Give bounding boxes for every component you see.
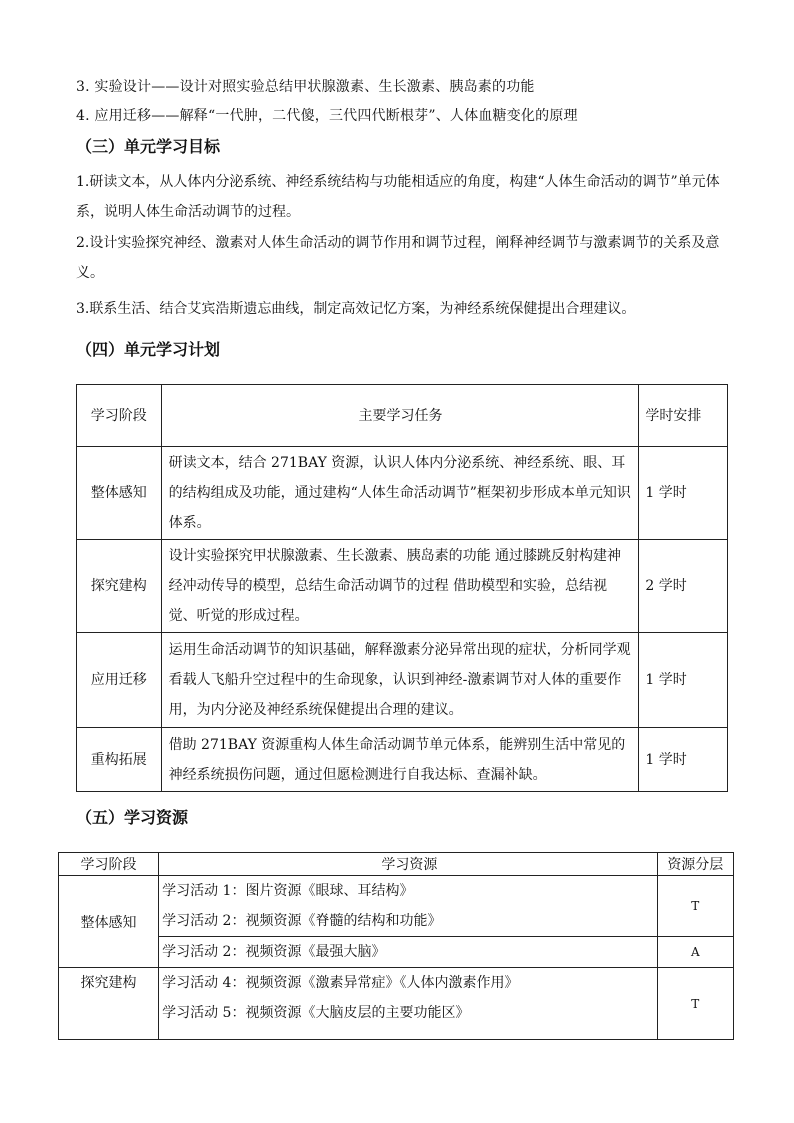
resources-cell [159,876,658,937]
resource-activity: 学习活动 1：图片资源《眼球、耳结构》 [162,883,414,899]
plan-stage: 整体感知 [77,447,162,540]
plan-task: 借助 271BAY 资源重构人体生命活动调节单元体系，能辨别生活中常见的神经系统损伤问题，通过但愿检测进行自我达标、查漏补缺。 [161,728,639,792]
goal-2: 2.设计实验探究神经、激素对人体生命活动的调节作用和调节过程，阐释神经调节与激素调节的关系及意义。 [76,235,720,281]
resources-row [59,968,734,1040]
resources-header-level: 资源分层 [657,853,733,876]
plan-stage: 重构拓展 [77,728,162,792]
resources-stage: 探究建构 [59,968,159,1040]
plan-header-row [77,385,728,447]
intro-item-4: 4. 应用迁移——解释“一代肿，二代傻，三代四代断根芽”、人体血糖变化的原理 [76,108,578,124]
plan-stage: 探究建构 [77,540,162,633]
plan-header-hours: 学时安排 [639,385,728,447]
plan-task: 设计实验探究甲状腺激素、生长激素、胰岛素的功能 通过膝跳反射构建神经冲动传导的模型，总结生命活动调节的过程 借助模型和实验，总结视觉、听觉的形成过程。 [161,540,639,633]
section-heading-goals: （三）单元学习目标 [76,137,221,156]
section-heading-plan: （四）单元学习计划 [76,340,221,359]
resources-header-row [59,853,734,876]
resource-activity: 学习活动 4：视频资源《激素异常症》《人体内激素作用》 [162,975,519,991]
plan-hours: 1 学时 [639,633,728,728]
resources-cell [159,937,658,968]
plan-hours: 1 学时 [639,447,728,540]
resources-row [59,876,734,937]
plan-row [77,728,728,792]
plan-hours: 1 学时 [639,728,728,792]
resource-level: T [657,968,733,1040]
plan-header-task: 主要学习任务 [161,385,639,447]
intro-item-3: 3. 实验设计——设计对照实验总结甲状腺激素、生长激素、胰岛素的功能 [76,79,535,95]
resources-header-stage: 学习阶段 [59,853,159,876]
goal-1: 1.研读文本，从人体内分泌系统、神经系统结构与功能相适应的角度，构建“人体生命活动的调节”单元体系，说明人体生命活动调节的过程。 [76,174,720,220]
plan-row [77,447,728,540]
resource-activity: 学习活动 2：视频资源《最强大脑》 [162,944,386,960]
goal-3: 3.联系生活、结合艾宾浩斯遗忘曲线，制定高效记忆方案，为神经系统保健提出合理建议。 [76,301,636,317]
plan-task: 运用生命活动调节的知识基础，解释激素分泌异常出现的症状，分析同学观看载人飞船升空过程中的生命现象，认识到神经-激素调节对人体的重要作用，为内分泌及神经系统保健提出合理的建议。 [161,633,639,728]
plan-stage: 应用迁移 [77,633,162,728]
plan-hours: 2 学时 [639,540,728,633]
resources-cell [159,968,658,1040]
resource-activity: 学习活动 5：视频资源《大脑皮层的主要功能区》 [162,1005,470,1021]
plan-task: 研读文本，结合 271BAY 资源，认识人体内分泌系统、神经系统、眼、耳的结构组成及功能，通过建构“人体生命活动调节”框架初步形成本单元知识体系。 [161,447,639,540]
study-plan-table [76,384,728,792]
plan-row [77,633,728,728]
resource-level: T [657,876,733,937]
resources-stage: 整体感知 [59,876,159,968]
plan-header-stage: 学习阶段 [77,385,162,447]
section-heading-resources: （五）学习资源 [76,808,189,827]
plan-row [77,540,728,633]
resources-header-resource: 学习资源 [159,853,658,876]
resource-activity: 学习活动 2：视频资源《脊髓的结构和功能》 [162,913,442,929]
resources-table [58,852,734,1040]
resource-level: A [657,937,733,968]
resources-row [59,937,734,968]
